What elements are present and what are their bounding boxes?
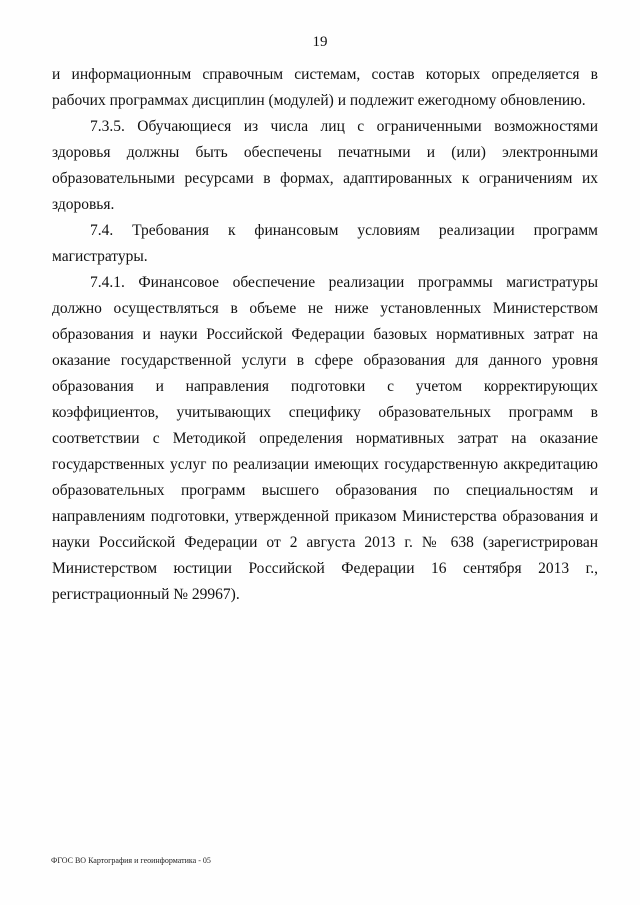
- page-number: 19: [312, 34, 328, 50]
- document-footer: ФГОС ВО Картография и геоинформатика - 05: [51, 856, 211, 865]
- paragraph-continuation: и информационным справочным системам, состав которых определяется в рабочих программах дисциплин (модулей) и подлежит ежегодному обновлению.: [52, 66, 598, 109]
- paragraph-7-4-1: 7.4.1. Финансовое обеспечение реализации программы магистратуры должно осуществляться в объеме не ниже установленных Министерством образования и науки Российской Федерации базовых нормативных затрат на оказание государственной услуги в сфере образования для данного уровня образования и направления подготовки с учетом корректирующих коэффициентов, учитывающих специфику образовательных программ в соответствии с Методикой определения нормативных затрат на оказание государственных услуг по реализации имеющих государственную аккредитацию образовательных программ высшего образования по специальностям и направлениям подготовки, утвержденной приказом Министерства образования и науки Российской Федерации от 2 августа 2013 г. № 638 (зарегистрирован Министерством юстиции Российской Федерации 16 сентября 2013 г., регистрационный № 29967).: [52, 274, 598, 603]
- paragraph-7-4: 7.4. Требования к финансовым условиям реализации программ магистратуры.: [52, 222, 598, 265]
- document-body: [52, 62, 598, 608]
- paragraph-7-3-5: 7.3.5. Обучающиеся из числа лиц с ограниченными возможностями здоровья должны быть обеспечены печатными и (или) электронными образовательными ресурсами в формах, адаптированных к ограничениям их здоровья.: [52, 118, 598, 213]
